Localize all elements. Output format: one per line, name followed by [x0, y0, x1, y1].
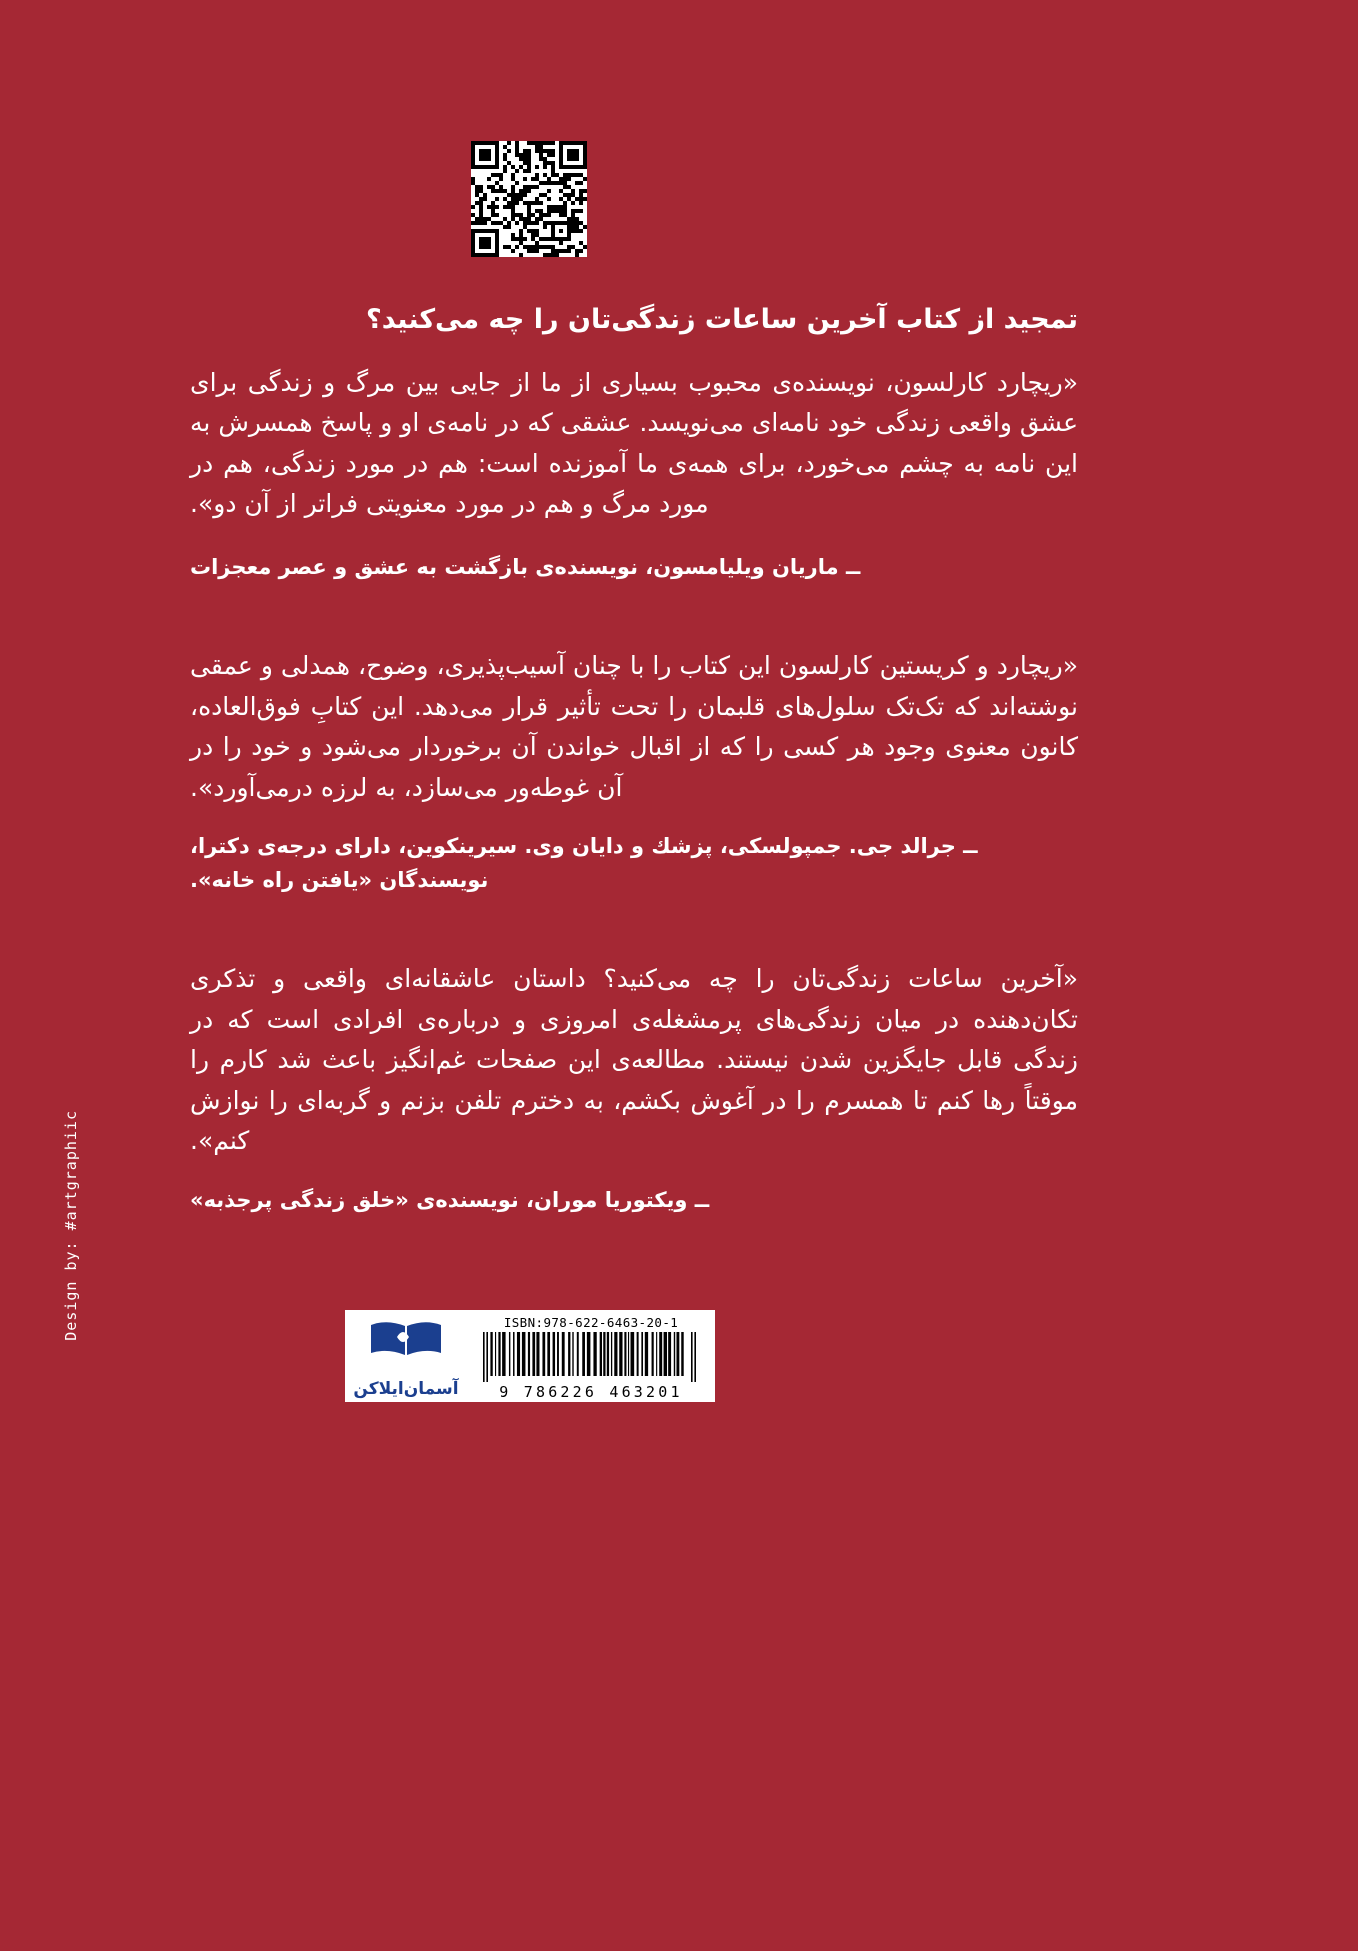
review-attribution-1: ــ ماریان ویلیامسون، نویسنده‌ی بازگشت به عشق و عصر معجزات [190, 554, 861, 579]
open-book-icon [367, 1319, 445, 1359]
spacer [190, 1162, 1078, 1184]
isbn-number: ISBN:978-622-6463-20-1 [503, 1315, 679, 1330]
review-quote-3: «آخرین ساعات زندگی‌تان را چه می‌کنید؟ داستان عاشقانه‌ای واقعی و تذکری تکان‌دهنده در میان زندگی‌های پرمشغله‌ی امروزی و درباره‌ی افرادی است که در زندگی قابل جایگزین شدن نیستند. مطالعه‌ی این صفحات غم‌انگیز باعث شد کارم را موقتاً رها کنم تا همسرم را در آغوش بکشم، به دخترم تلفن بزنم و گربه‌ای را نوازش کنم». [190, 964, 1078, 1156]
publisher-logo [345, 1310, 467, 1402]
spacer [190, 897, 1078, 959]
back-cover-content [190, 300, 1078, 1217]
review-attribution-2: ــ جرالد جی. جمپولسکی، پزشك و دایان وی. سیرینکوین، دارای درجه‌ی دکترا، نویسندگان «یافتن راه خانه». [190, 834, 978, 892]
design-credit: Design by: #artgraphiic [62, 1110, 80, 1341]
page-title: تمجید از کتاب آخرین ساعات زندگی‌تان را چه می‌کنید؟ [366, 304, 1078, 335]
qr-code-canvas [471, 141, 587, 257]
review-attribution-3: ــ ویکتوریا موران، نویسنده‌ی «خلق زندگی پرجذبه» [190, 1187, 710, 1212]
qr-code [471, 141, 587, 257]
spacer [190, 808, 1078, 830]
publisher-barcode-bar [345, 1310, 715, 1402]
publisher-name: آسمان‌ایلاکن [353, 1379, 459, 1399]
barcode-bars [479, 1332, 703, 1382]
barcode-digits: 9 786226 463201 [499, 1383, 683, 1401]
isbn-barcode [467, 1310, 715, 1402]
spacer [190, 584, 1078, 646]
review-quote-1: «ریچارد کارلسون، نویسنده‌ی محبوب بسیاری از ما از جایی بین مرگ و زندگی برای عشق واقعی زندگی خود نامه‌ای می‌نویسد. عشقی که در نامه‌ی او و پاسخ همسرش به این نامه به چشم می‌خورد، برای همه‌ی ما آموزنده است: هم در مورد زندگی، هم در مورد مرگ و هم در مورد معنویتی فراتر از آن دو». [190, 367, 1078, 518]
review-quote-2: «ریچارد و کریستین کارلسون این کتاب را با چنان آسیب‌پذیری، وضوح، همدلی و عمقی نوشته‌اند که تک‌تک سلول‌های قلبمان را تحت تأثیر قرار می‌دهد. این کتابِ فوق‌العاده، کانون معنوی وجود هر کسی را که از اقبال خواندن آن برخوردار می‌شود و خود را در آن غوطه‌ور می‌سازد، به لرزه درمی‌آورد». [190, 651, 1078, 802]
